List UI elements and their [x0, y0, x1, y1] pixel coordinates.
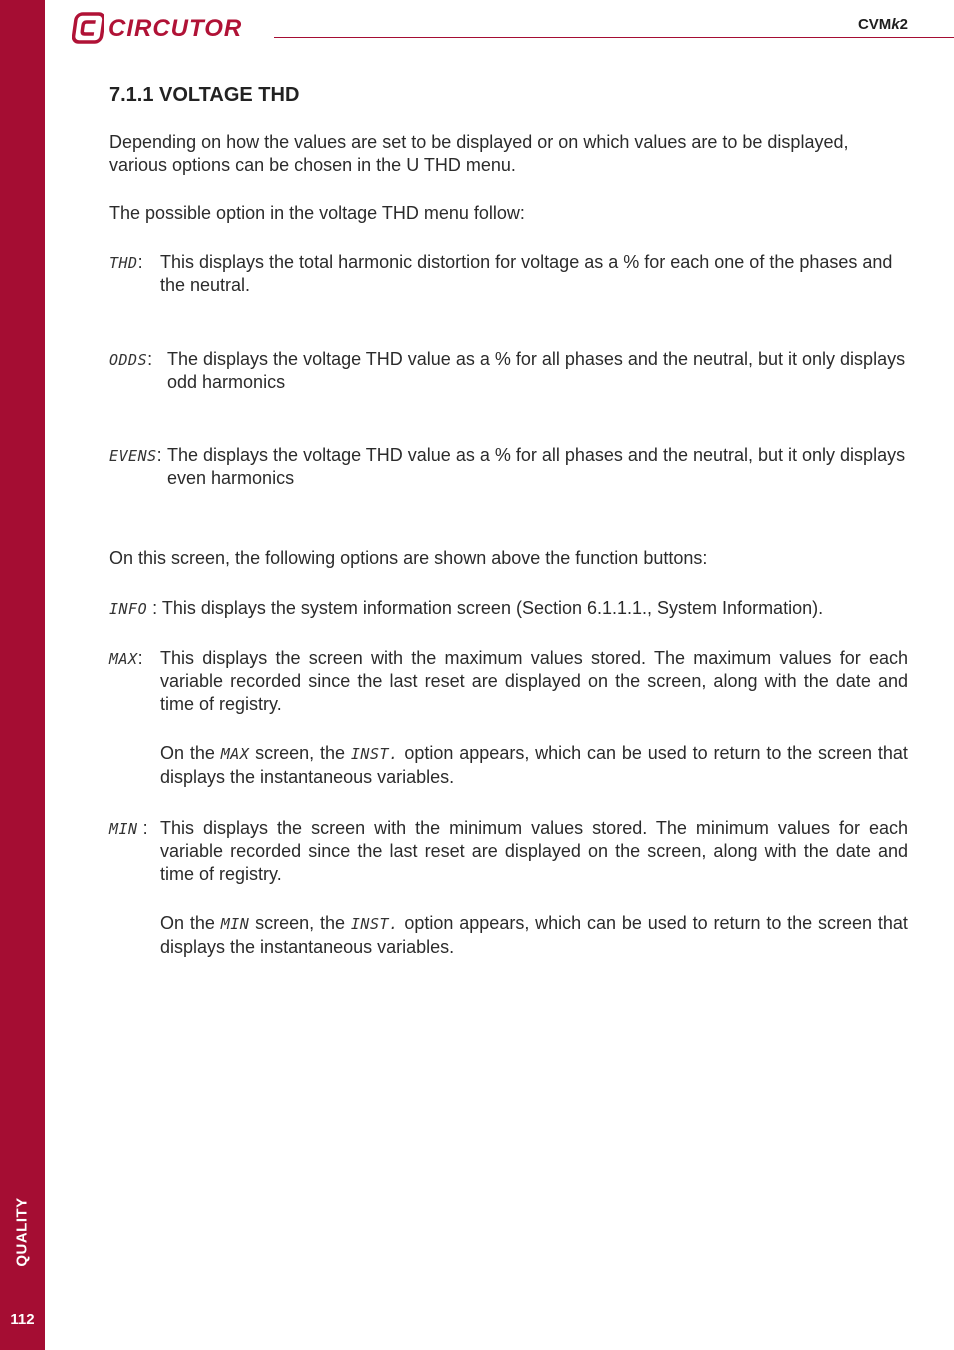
lcd-code-max-inline: MAX	[220, 745, 250, 763]
lcd-code-evens: EVENS	[109, 447, 157, 465]
screen-options-intro: On this screen, the following options are shown above the function buttons:	[109, 548, 708, 568]
brand-name: CIRCUTOR	[108, 15, 243, 42]
lcd-code-odds: ODDS	[109, 351, 148, 369]
circutor-logo	[72, 12, 252, 46]
option-max-note: On the MAX screen, the INST. option appears, which can be used to return to the screen that displays the instantaneous variables.	[160, 743, 908, 787]
options-intro: The possible option in the voltage THD menu follow:	[109, 203, 525, 223]
option-thd-text: This displays the total harmonic distortion for voltage as a % for each one of the phases and the neutral.	[160, 252, 893, 295]
page-number: 112	[10, 1311, 35, 1328]
option-max: MAX: This displays the screen with the maximum values stored. The maximum values for each variable recorded since the last reset are displayed on the screen, along with the date and time of registry. On the MAX screen, the INST. option appears, which can be used to return to the screen that displays the instantaneous variables.	[109, 648, 908, 787]
lcd-code-inst-inline: INST.	[350, 915, 399, 933]
sidebar-band	[0, 0, 45, 1350]
option-info	[109, 597, 908, 621]
header-rule	[274, 37, 954, 38]
option-evens: EVENS: The displays the voltage THD value as a % for all phases and the neutral, but it only displays even harmonics	[109, 444, 908, 490]
option-odds: ODDS: The displays the voltage THD value as a % for all phases and the neutral, but it only displays odd harmonics	[109, 348, 908, 394]
section-label: QUALITY	[13, 1197, 31, 1267]
section-title: 7.1.1 VOLTAGE THD	[109, 84, 300, 106]
option-min: MIN : This displays the screen with the minimum values stored. The minimum values for each variable recorded since the last reset are displayed on the screen, along with the date and time of registry. On the MIN screen, the INST. option appears, which can be used to return to the screen that displays the instantaneous variables.	[109, 818, 908, 957]
option-min-note: On the MIN screen, the INST. option appears, which can be used to return to the screen that displays the instantaneous variables.	[160, 913, 908, 957]
option-thd: THD: This displays the total harmonic distortion for voltage as a % for each one of the phases and the neutral.	[109, 251, 908, 297]
option-max-text: This displays the screen with the maximum values stored. The maximum values for each variable recorded since the last reset are displayed on the screen, along with the date and time of registry.	[160, 648, 908, 714]
lcd-code-min: MIN	[109, 820, 138, 838]
circutor-logo-icon	[72, 12, 104, 44]
lcd-code-min-inline: MIN	[220, 915, 250, 933]
option-odds-text: The displays the voltage THD value as a % for all phases and the neutral, but it only displays odd harmonics	[167, 349, 906, 392]
lcd-code-info: INFO	[109, 600, 148, 618]
intro-paragraph: Depending on how the values are set to be displayed or on which values are to be displayed, various options can be chosen in the U THD menu.	[109, 132, 849, 175]
option-min-text: This displays the screen with the minimum values stored. The minimum values for each variable recorded since the last reset are displayed on the screen, along with the date and time of registry.	[160, 818, 908, 884]
option-evens-text: The displays the voltage THD value as a % for all phases and the neutral, but it only displays even harmonics	[167, 445, 906, 488]
lcd-code-thd: THD	[109, 254, 138, 272]
product-name: CVMk2	[857, 16, 908, 33]
option-info-text: : This displays the system information screen (Section 6.1.1.1., System Information).	[152, 598, 824, 618]
lcd-code-inst-inline: INST.	[350, 745, 399, 763]
lcd-code-max: MAX	[109, 650, 138, 668]
